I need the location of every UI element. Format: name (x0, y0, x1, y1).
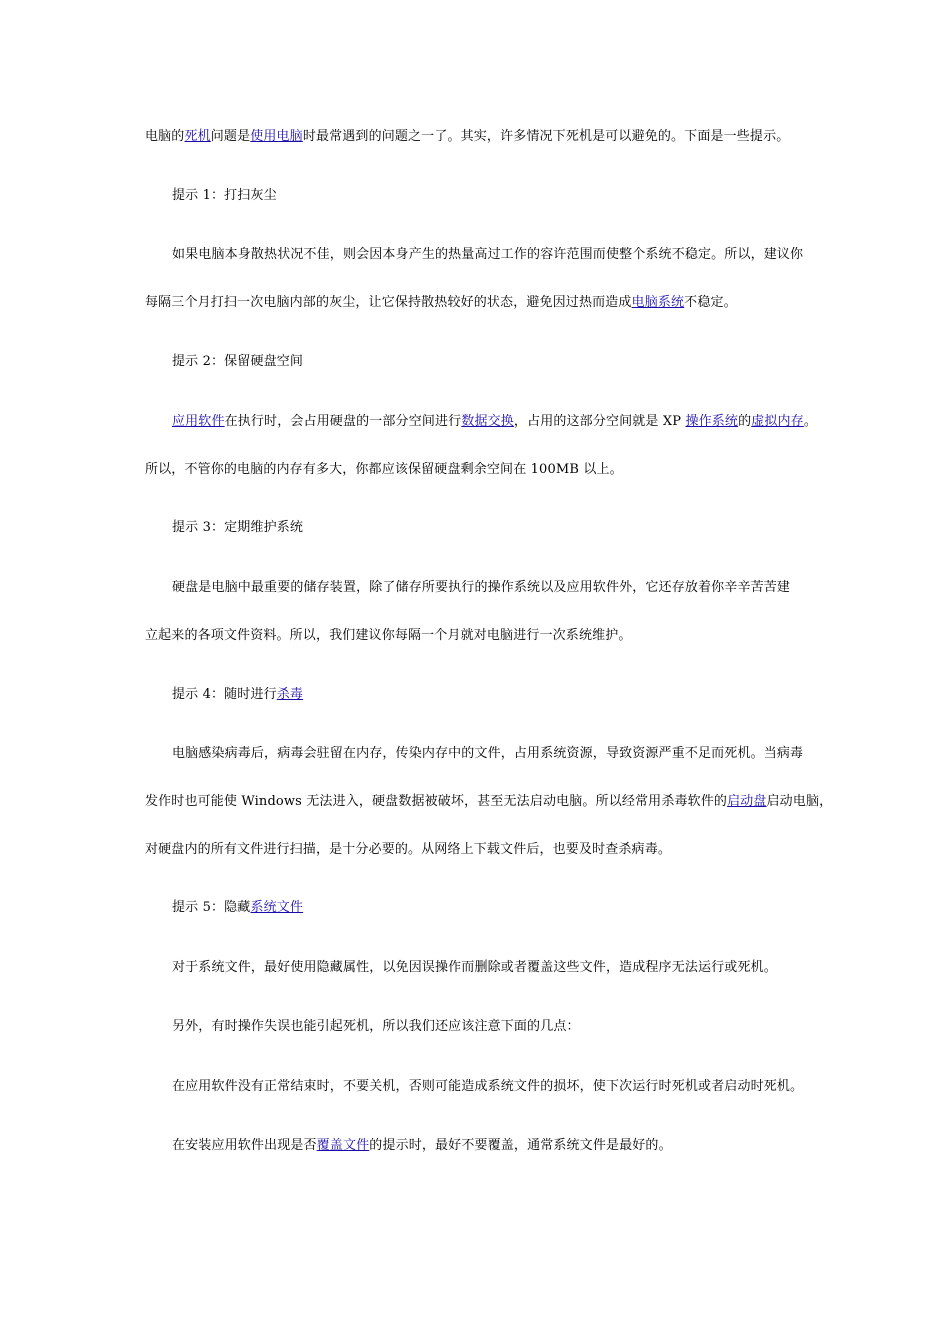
tip2-text-3: 的 (738, 414, 752, 429)
tip3-heading: 提示 3：定期维护系统 (172, 520, 304, 535)
tip2-text-4: 。 (803, 414, 817, 429)
tip4-heading (172, 686, 842, 704)
tip4-paragraph-line2 (145, 793, 833, 811)
extra-note: 另外，有时操作失误也能引起死机，所以我们还应该注意下面的几点： (172, 1019, 580, 1034)
tip2-paragraph-line2: 所以，不管你的电脑的内存有多大，你都应该保留硬盘剩余空间在 100MB 以上。 (145, 462, 623, 477)
tip5-heading-text: 提示 5：隐藏 (172, 900, 251, 915)
intro-text-3: 时最常遇到的问题之一了。其实，许多情况下死机是可以避免的。下面是一些提示。 (302, 129, 790, 144)
link-data-exchange[interactable]: 数据交换 (461, 414, 514, 429)
tip5-heading (172, 899, 842, 917)
tip4-heading-text: 提示 4：随时进行 (172, 687, 277, 702)
link-boot-disk[interactable]: 启动盘 (727, 794, 767, 809)
tip1-paragraph-line2 (145, 294, 815, 312)
tip4-line2-text-2: 启动电脑， (766, 794, 833, 809)
intro-text-1: 电脑的 (145, 129, 185, 144)
link-system-files[interactable]: 系统文件 (250, 900, 304, 915)
note-shutdown: 在应用软件没有正常结束时，不要关机，否则可能造成系统文件的损坏，使下次运行时死机或者启动时死机。 (172, 1079, 804, 1094)
tip2-heading: 提示 2：保留硬盘空间 (172, 354, 304, 369)
tip4-paragraph-line1: 电脑感染病毒后，病毒会驻留在内存，传染内存中的文件，占用系统资源，导致资源严重不足而死机。当病毒 (172, 746, 804, 761)
tip2-text-2: ，占用的这部分空间就是 XP (513, 414, 686, 429)
link-virtual-memory[interactable]: 虚拟内存 (751, 414, 804, 429)
intro-text-2: 问题是 (210, 129, 251, 144)
note-overwrite (172, 1137, 842, 1155)
tip4-paragraph-line3: 对硬盘内的所有文件进行扫描，是十分必要的。从网络上下载文件后，也要及时查杀病毒。 (145, 842, 672, 857)
tip4-line2-text-1: 发作时也可能使 Windows 无法进入，硬盘数据被破坏，甚至无法启动电脑。所以经常用杀毒软件的 (145, 794, 728, 809)
link-crash[interactable]: 死机 (184, 129, 211, 144)
note-overwrite-text-2: 的提示时，最好不要覆盖，通常系统文件是最好的。 (369, 1138, 672, 1153)
link-overwrite-file[interactable]: 覆盖文件 (316, 1138, 370, 1153)
link-computer-system[interactable]: 电脑系统 (631, 295, 685, 310)
intro-paragraph (145, 128, 815, 146)
tip1-line2-text-2: 不稳定。 (684, 295, 737, 310)
tip3-paragraph-line1: 硬盘是电脑中最重要的储存装置，除了储存所要执行的操作系统以及应用软件外，它还存放着你辛辛苦苦建 (172, 580, 791, 595)
link-application-software[interactable]: 应用软件 (172, 414, 225, 429)
tip1-line2-text-1: 每隔三个月打扫一次电脑内部的灰尘，让它保持散热较好的状态，避免因过热而造成 (145, 295, 632, 310)
tip1-paragraph-line1: 如果电脑本身散热状况不佳，则会因本身产生的热量高过工作的容许范围而使整个系统不稳定。所以，建议你 (172, 247, 804, 262)
link-operating-system[interactable]: 操作系统 (685, 414, 739, 429)
tip2-paragraph-line1 (172, 413, 842, 431)
note-overwrite-text-1: 在安装应用软件出现是否 (172, 1138, 317, 1153)
link-antivirus[interactable]: 杀毒 (276, 687, 304, 702)
tip3-paragraph-line2: 立起来的各项文件资料。所以，我们建议你每隔一个月就对电脑进行一次系统维护。 (145, 628, 632, 643)
tip5-paragraph: 对于系统文件，最好使用隐藏属性，以免因误操作而删除或者覆盖这些文件，造成程序无法运行或死机。 (172, 960, 777, 975)
tip1-heading: 提示 1：打扫灰尘 (172, 188, 277, 203)
tip2-text-1: 在执行时，会占用硬盘的一部分空间进行 (224, 414, 462, 429)
link-use-computer[interactable]: 使用电脑 (250, 129, 303, 144)
